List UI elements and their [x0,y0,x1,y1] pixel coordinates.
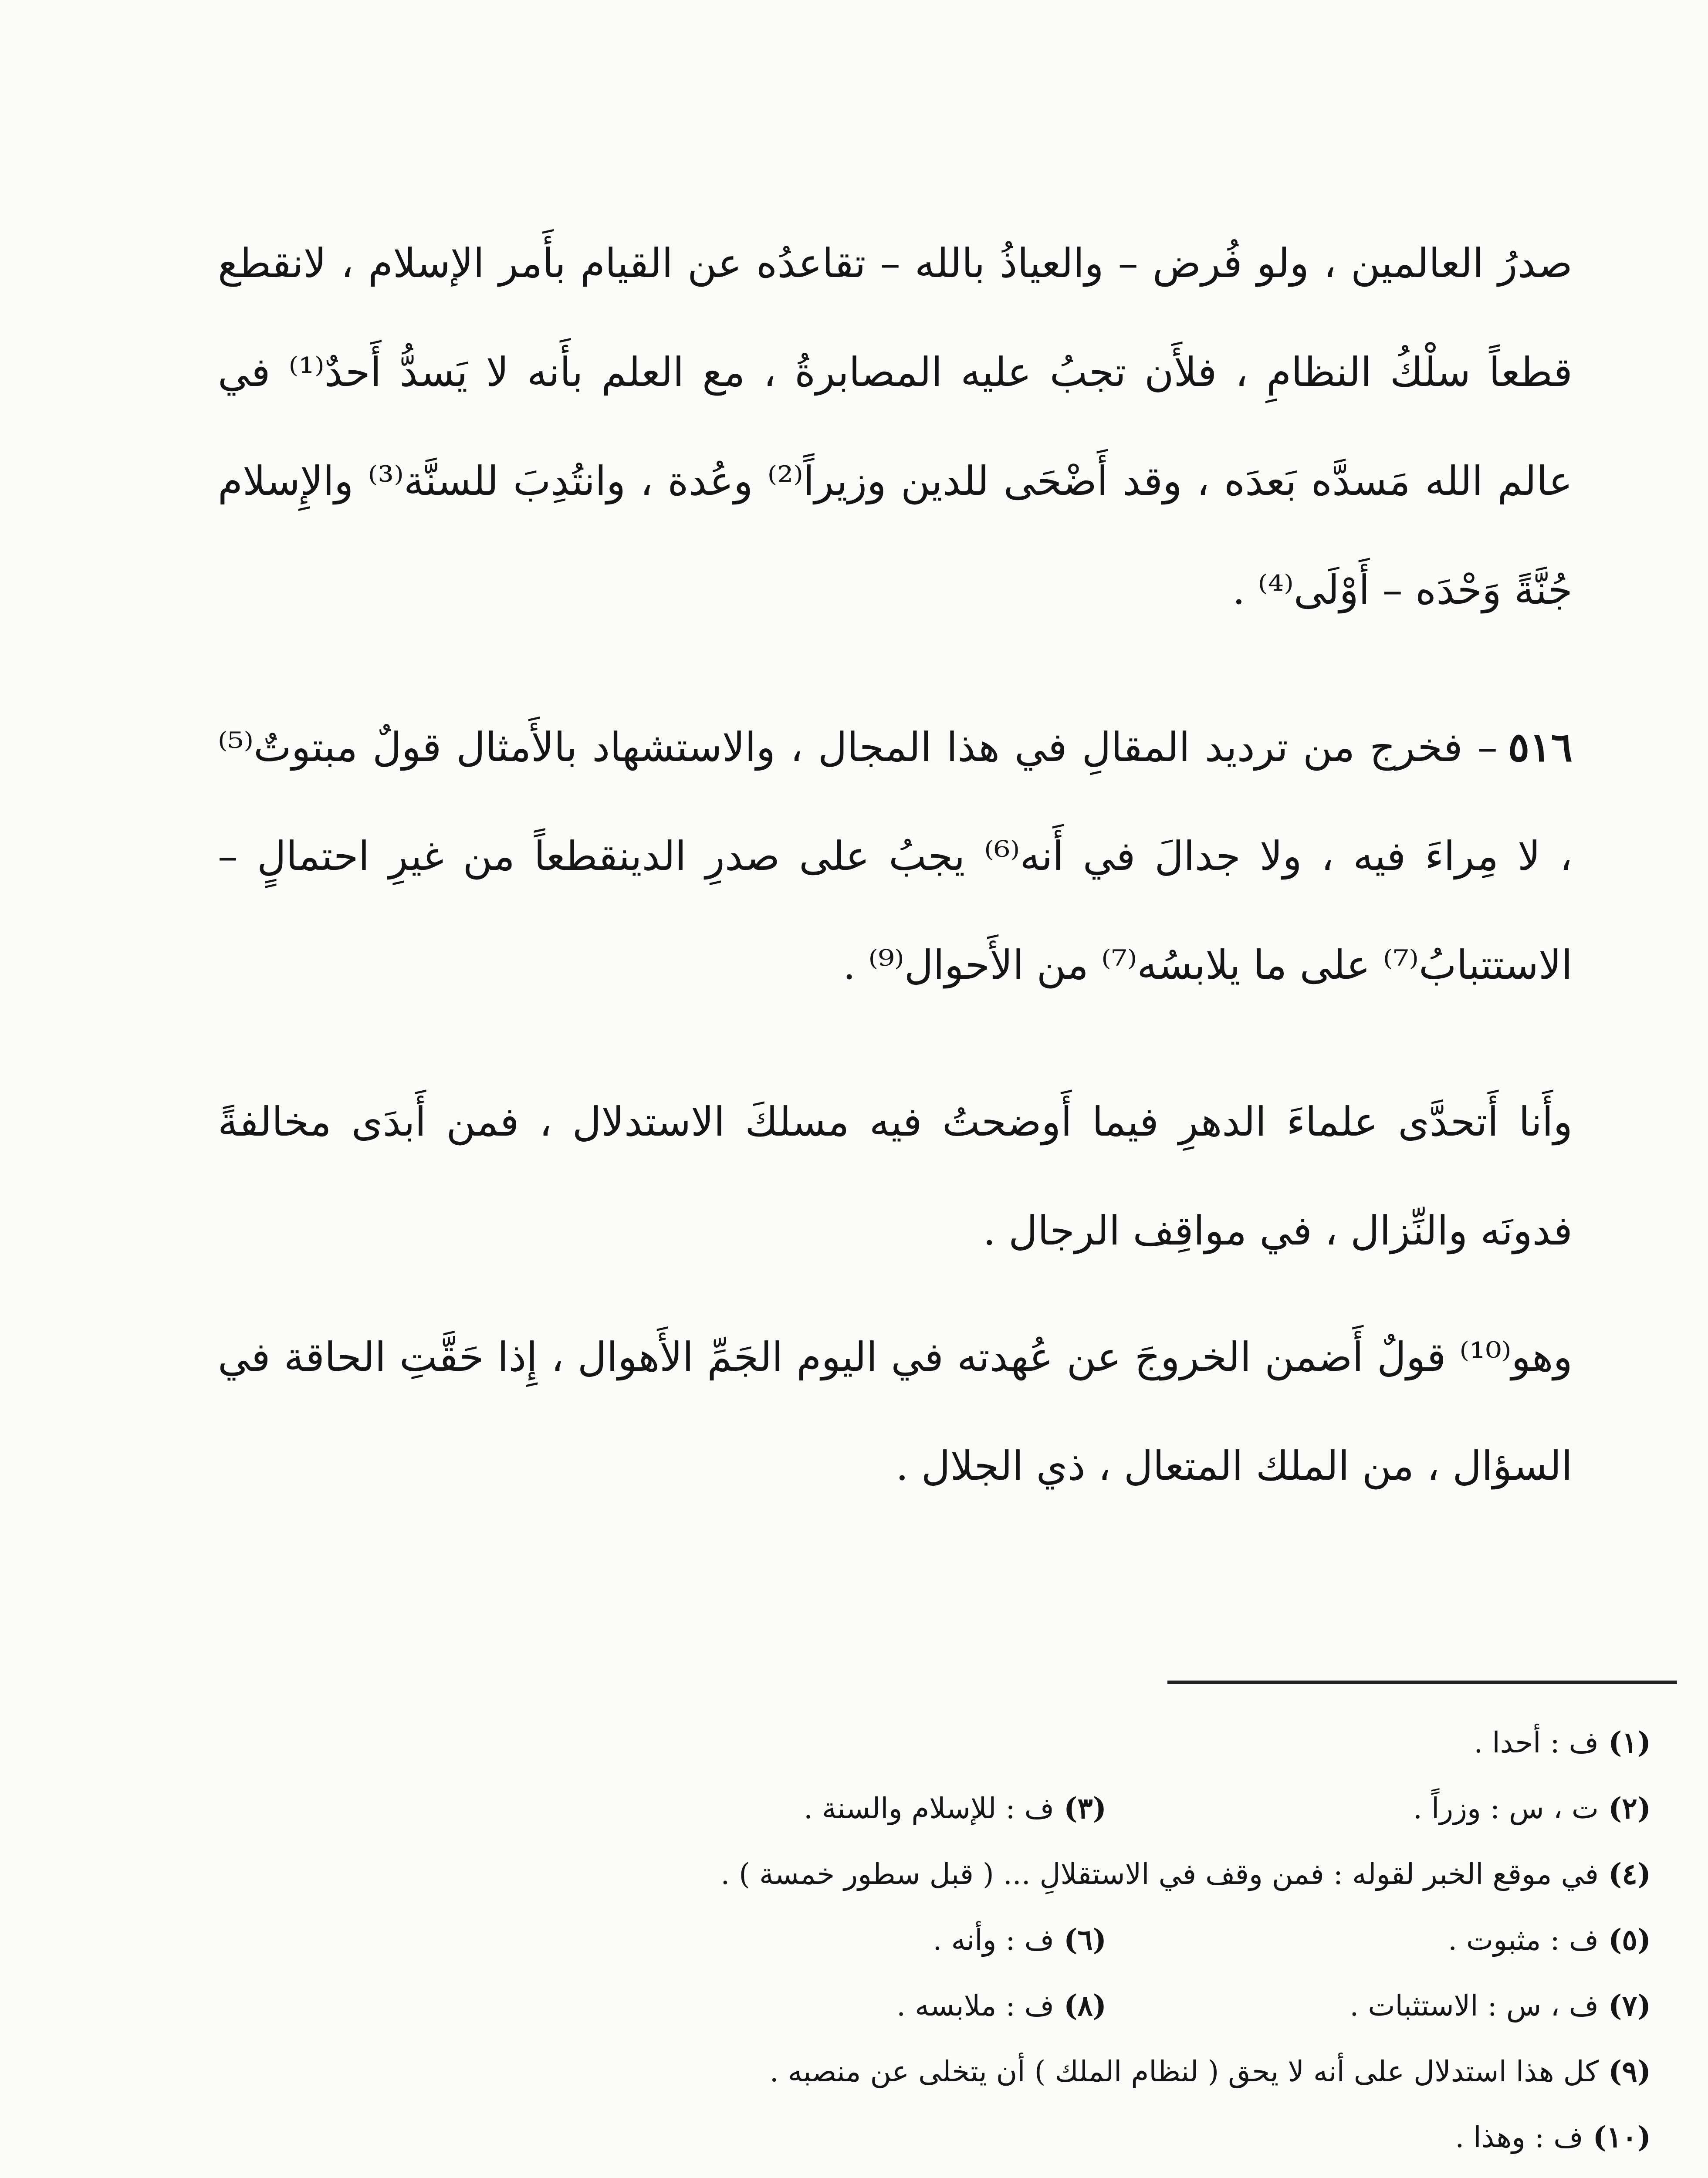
paragraph-3: وأَنا أَتحدَّى علماءَ الدهرِ فيما أَوضحتُ فيه مسلكَ الاستدلال ، فمن أَبدَى مخالفةً فدونَه والنِّزال ، في مواقِف الرجال . [218,1099,1573,1254]
footnote-8 [896,1973,1106,2039]
footnote-7 [1106,1973,1651,2039]
footnote-row [296,1841,1651,1907]
footnote-3 [804,1776,1106,1841]
paragraph-4: وهو⁽¹⁰⁾ قولٌ أَضمن الخروجَ عن عُهدته في اليوم الجَمِّ الأَهوال ، إِذا حَقَّتِ الحاقة في السؤال ، من الملك المتعال ، ذي الجلال . [218,1334,1573,1489]
footnote-row [296,1710,1651,1776]
footnote-9 [769,2039,1651,2104]
footnote-text: في موقع الخبر لقوله : فمن وقف في الاستقلالِ ... ( قبل سطور خمسة ) . [720,1857,1599,1891]
footnote-text: ف : أحدا . [1474,1726,1599,1759]
footnote-number: (١) [1608,1725,1651,1759]
footnote-number: (٩) [1608,2054,1651,2088]
footnote-6 [933,1907,1106,1973]
footnote-1 [1106,1710,1651,1776]
footnote-2 [1106,1776,1651,1841]
footnote-text: ف : ملابسه . [896,1989,1055,2022]
paragraph-516 [218,693,1573,1020]
footnote-number: (١٠) [1593,2120,1651,2154]
footnote-number: (٧) [1608,1989,1651,2022]
footnote-text: ف : للإسلام والسنة . [803,1792,1055,1825]
footnote-number: (٦) [1064,1923,1106,1957]
footnote-number: (٥) [1608,1923,1651,1957]
footnotes [296,1710,1651,2170]
footnote-row [296,1776,1651,1841]
footnote-number: (٨) [1064,1989,1106,2022]
paragraph-number: ٥١٦ [1508,724,1573,771]
footnote-separator [1167,1681,1677,1684]
footnote-number: (٢) [1608,1791,1651,1825]
footnote-number: (٣) [1064,1791,1106,1825]
footnote-text: ف : مثبوت . [1448,1923,1599,1957]
main-text [218,209,1573,1569]
footnote-row [296,2039,1651,2104]
footnote-text: ت ، س : وزراً . [1413,1792,1599,1825]
footnote-5 [1106,1907,1651,1973]
footnote-number: (٤) [1608,1857,1651,1891]
footnote-row [296,2104,1651,2170]
footnote-row [296,1907,1651,1973]
paragraph-1: صدرُ العالمين ، ولو فُرض – والعياذُ بالله – تقاعدُه عن القيام بأَمر الإسلام ، لانقطع قطعاً سلْكُ النظامِ ، فلأَن تجبُ عليه المصابرةُ ، مع العلم بأَنه لا يَسدُّ أَحدٌ⁽¹⁾ في عالم الله مَسدَّه بَعدَه ، وقد أَضْحَى للدين وزيراً⁽²⁾ وعُدة ، وانتُدِبَ للسنَّة⁽³⁾ والإِسلام جُنَّةً وَحْدَه – أَوْلَى⁽⁴⁾ . [218,240,1573,613]
footnote-10 [1106,2104,1651,2170]
footnote-4 [720,1841,1651,1907]
footnote-text: كل هذا استدلال على أنه لا يحق ( لنظام الملك ) أن يتخلى عن منصبه . [769,2055,1599,2088]
footnote-text: ف ، س : الاستثبات . [1349,1989,1599,2022]
footnote-text: ف : وأنه . [933,1923,1055,1957]
paragraph-516-text: – فخرج من ترديد المقالِ في هذا المجال ، والاستشهاد بالأَمثال قولٌ مبتوتٌ⁽⁵⁾ ، لا مِراءَ فيه ، ولا جدالَ في أَنه⁽⁶⁾ يجبُ على صدرِ الدينقطعاً من غيرِ احتمالٍ – الاستتبابُ⁽⁷⁾ على ما يلابسُه⁽⁷⁾ من الأَحوال⁽⁹⁾ . [218,724,1573,988]
footnote-text: ف : وهذا . [1455,2121,1583,2154]
footnote-row [296,1973,1651,2039]
